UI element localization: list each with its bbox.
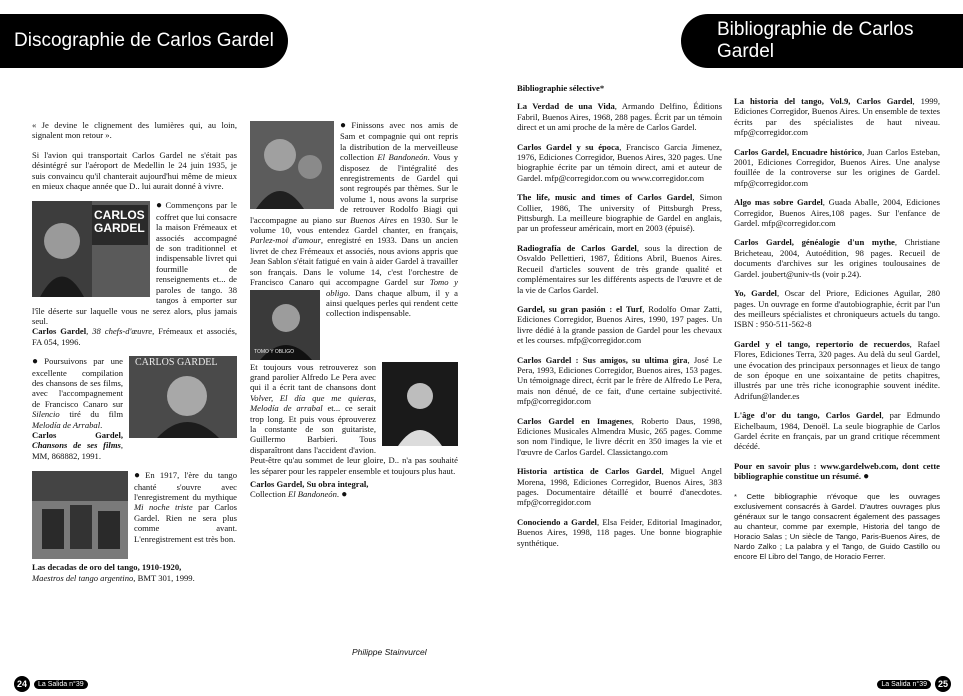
more-info bbox=[734, 461, 940, 483]
cd-cover-films bbox=[129, 356, 237, 438]
integral-credit-end: . bbox=[336, 489, 340, 500]
cover-title-line2: GARDEL bbox=[94, 221, 145, 236]
entry-title: Gardel y el tango, repertorio de recuerdos bbox=[734, 338, 910, 349]
entry-details: , Christiane Bricheteau, 2004, Autoédition, 98 pages. Recueil de documents d'archives sur les origines toulousaines de Gardel. joubert@univ-tls (voir p.24). bbox=[734, 237, 940, 279]
films-entry bbox=[32, 356, 237, 461]
bullet-dot: ● bbox=[340, 120, 350, 131]
bibliography-entry bbox=[517, 142, 722, 184]
bullet-dot: ● bbox=[32, 356, 43, 368]
bibliography-column-2 bbox=[734, 96, 940, 571]
decadas-credit-title: Las decadas de oro del tango, 1910-1920, bbox=[32, 562, 182, 573]
films-credit-rest: , MM, 868882, 1991. bbox=[32, 440, 123, 461]
films-text: Poursuivons par une excellente compilation des chansons de ses films, avec l'accompagnement de Francisco Canaro sur bbox=[32, 356, 123, 409]
entry-title: Algo mas sobre Gardel bbox=[734, 197, 823, 208]
decadas-entry bbox=[32, 470, 237, 583]
entry-title: Radiografía de Carlos Gardel bbox=[517, 242, 637, 253]
lepera-songs: Volver, El día que me quieras, Melodía de arrabal bbox=[250, 392, 376, 414]
bibliography-entry bbox=[517, 192, 722, 234]
more-info-text: Pour en savoir plus : www.gardelweb.com, dont cette bibliographie constitue un résumé. bbox=[734, 460, 940, 482]
bibliography-list-2 bbox=[734, 96, 940, 452]
bandoneon-text-4: , enregistré en 1933. Dans un ancien livret de chez Frémeaux et associés, nous avions appris que Jean Sablon s'était fatigué en vain à aider Gardel à travailler son français. Dans le volume 14, c'est l'orchestre de Francisco Canaro qui accompagne Gardel sur bbox=[250, 235, 458, 288]
bibliography-entry bbox=[734, 410, 940, 452]
integral-credit-collection: El Bandoneón bbox=[287, 489, 337, 500]
entry-title: Gardel, su gran pasión : el Turf bbox=[517, 303, 643, 314]
bibliography-entry bbox=[734, 147, 940, 189]
bandoneon-text-5: . Dans chaque album, il y a ainsi quelques perles qui rendent cette collection indispensable. bbox=[326, 287, 458, 319]
cd-cover-gardel-38 bbox=[32, 201, 150, 297]
films-credit-title: Chansons de ses films bbox=[32, 440, 121, 451]
entry-details: , Guada Aballe, 2004, Ediciones Corregidor, Buenos Aires,108 pages. Sur l'enfance de Gardel. mfp@corregidor.com bbox=[734, 197, 940, 229]
bibliography-entry bbox=[517, 101, 722, 132]
entry-title: Carlos Gardel : Sus amigos, su ultima gira bbox=[517, 354, 688, 365]
entry-details: , Rodolfo Omar Zatti, Ediciones Corregidor, Buenos Aires, 1990, 197 pages. Un livre dédié à la grande passion de Gardel pour les chevaux et les courses. mfp@corregidor.com bbox=[517, 303, 722, 346]
entry-details: , Oscar del Priore, Ediciones Aguilar, 280 pages. Un ouvrage en forme d'autobiographie, écrit par l'un des meilleurs spécialistes et chroniqueurs actuels du tango. ISBN : 950-511-562-8 bbox=[734, 288, 940, 330]
cover-bandoneon-image bbox=[250, 121, 334, 209]
entry-title: Historia artística de Carlos Gardel bbox=[517, 466, 662, 477]
left-page-number-value: 24 bbox=[14, 676, 30, 692]
intro-paragraph: Si l'avion qui transportait Carlos Gardel ne s'était pas désintégré sur l'aéroport de Medellin le 24 juin 1935, je suis convaincu qu'il chanterait aujourd'hui même de mieux en mieux chaque année que D.. lui aurait donné à vivre. bbox=[32, 149, 237, 192]
bibliography-list-1 bbox=[517, 101, 722, 548]
bandoneon-text-3: en 1930. Sur le volume 10, vous entendez Gardel chanter, en français, bbox=[250, 214, 458, 236]
bibliography-entry bbox=[517, 517, 722, 548]
bibliography-entry bbox=[734, 339, 940, 401]
bibliography-footnote: * Cette bibliographie n'évoque que les ouvrages exclusivement consacrés à Gardel. D'autres ouvrages plus généraux sur le tango consacrent également des passages au chanteur, comme par exemple, Historia del tango de Horacio Salas ; Un siècle de Tango, Paris-Buenos Aires, de Nardo Zalko ; La palabra y el Tango, de Guido Castillo ou encore El Libro del Tango, de Horacio Ferrer. bbox=[734, 491, 940, 561]
entry-title: The life, music and times of Carlos Gardel bbox=[517, 192, 693, 203]
entry-title: Conociendo a Gardel bbox=[517, 516, 597, 527]
right-page-number bbox=[877, 676, 951, 692]
fremeaux-entry: CARLOS GARDEL ● Commençons par le coffret que lui consacre la maison Frémeaux et associés accompagné de son traditionnel et indispensable livret qui fourmille de renseignements et... de paroles de tango. 38 tangos à emporter sur l'île déserte sur laquelle vous ne serez alors, plus jamais seul. Carlos Gardel, 38 chefs-d'œuvre, Frémeaux et associés, FA 054, 1996. bbox=[32, 200, 237, 347]
films-mid: tiré du film bbox=[59, 409, 123, 420]
cd-cover-decadas bbox=[32, 471, 128, 559]
right-title-text: Bibliographie de Carlos Gardel bbox=[717, 19, 914, 62]
bibliography-entry bbox=[734, 237, 940, 279]
entry-details: , Rafael Flores, Ediciones Terra, 320 pages. Au delà du seul Gardel, une évocation des principaux personnages et lieux de tango de son époque en une soixantaine de petits chapitres, illustrés par une très riche iconographie souvent inédite. Adrifun@lander.es bbox=[734, 338, 940, 401]
lepera-text-2: et... ce serait trop long. Et puis vous éprouverez la constante de son guitariste, Guillermo Barbieri. Tous disparaîtront dans l'accident d'avion. Peut-être qu'au sommet de leur gloire, D.. n'a pas souhaité les séparer pour les rappeler ensemble et toujours plus haut. bbox=[250, 403, 458, 476]
bibliography-entry bbox=[734, 96, 940, 138]
entry-title: La historia del tango, Vol.9, Carlos Gardel bbox=[734, 96, 913, 106]
bandoneon-song-1: Buenos Aires bbox=[350, 214, 397, 225]
entry-title: Carlos Gardel y su época bbox=[517, 141, 620, 152]
cover-films-text: CARLOS GARDEL bbox=[135, 357, 218, 369]
left-page-title bbox=[0, 14, 288, 68]
films-end: . bbox=[100, 419, 103, 430]
entry-title: Yo, Gardel bbox=[734, 288, 777, 299]
bandoneon-song-2: Parlez-moi d'amour bbox=[250, 235, 321, 246]
entry-details: , Armando Delfino, Éditions Fabril, Buenos Aires, 1968, 288 pages. Écrit par un témoin direct et un ami proche de la mère de Carlos Gardel. bbox=[517, 101, 723, 133]
fremeaux-credit-artist: Carlos Gardel bbox=[32, 326, 87, 337]
intro-quote: « Je devine le clignement des lumières qui, au loin, signalent mon retour ». bbox=[32, 120, 237, 141]
fremeaux-credit-title: 38 chefs-d'œuvre bbox=[92, 326, 153, 337]
films-movie: Melodía de Arrabal bbox=[32, 419, 101, 430]
decadas-text: En 1917, l'ère du tango chanté s'ouvre avec l'enregistrement du mythique bbox=[134, 470, 238, 502]
entry-details: , par Edmundo Eichelbaum, 1984, Denoël. La seule biographie de Carlos Gardel écrite en français, par un grand critique récemment décédé. bbox=[734, 410, 940, 452]
bibliography-entry bbox=[734, 197, 940, 228]
discography-column-2 bbox=[250, 120, 458, 510]
cover-decadas-image bbox=[32, 471, 128, 559]
bibliography-heading: Bibliographie sélective* bbox=[517, 83, 605, 93]
entry-details: , Simon Collier, 1986, The university of Pittsburgh Press, Pittsburgh. La meilleure biographie de Gardel en anglais, par un professeur américain, mort en 2003 (épuisé). bbox=[517, 192, 723, 234]
cover-title-line1: CARLOS bbox=[94, 208, 145, 223]
integral-credit-title: Carlos Gardel, Su obra integral, bbox=[250, 478, 369, 489]
bandoneon-text-1: Finissons avec nos amis de Sam et compagnie qui ont repris la distribution de la merveilleuse collection bbox=[340, 120, 459, 163]
bibliography-entry bbox=[517, 355, 722, 407]
end-dot: ● bbox=[341, 489, 348, 501]
entry-details: , 1999, Ediciones Corregidor, Buenos Aires. Un ensemble de textes écrits par des spécialistes de haut niveau. mfp@corregidor.com bbox=[734, 96, 940, 138]
films-credit-artist: Carlos Gardel, bbox=[32, 429, 123, 440]
entry-details: , Elsa Feider, Editorial Imaginador, Buenos Aires, 1998, 118 pages. Une bonne biographie synthétique. bbox=[517, 516, 722, 548]
left-title-text: Discographie de Carlos Gardel bbox=[14, 30, 274, 51]
decadas-song: Mi noche triste bbox=[134, 502, 193, 513]
entry-details: , Francisco Garcia Jimenez, 1976, Ediciones Corregidor, Buenos Aires, 320 pages. Une biographie écrite par un témoin direct, ami et auteur de Gardel. mfp@corregidor.com ou www.corregidor.com bbox=[517, 141, 723, 183]
cover-tomo-text: TOMO Y OBLIGO bbox=[254, 349, 295, 356]
cd-cover-bandoneon bbox=[250, 121, 334, 209]
left-page-number bbox=[14, 676, 88, 692]
entry-title: La Verdad de una Vida bbox=[517, 101, 615, 112]
entry-details: , Roberto Daus, 1998, Ediciones Musicales Almendra Music, 265 pages. Comme son nom l'indique, le livre décrit en 350 images la vie et l'œuvre de Carlos Gardel. Classictango.com bbox=[517, 415, 722, 457]
fremeaux-credit-rest: , Frémeaux et associés, FA 054, 1996. bbox=[32, 326, 237, 347]
cover-lepera-image bbox=[382, 362, 458, 446]
right-page-title bbox=[681, 14, 963, 68]
cd-cover-lepera bbox=[382, 362, 458, 446]
bullet-dot: ● bbox=[156, 200, 164, 212]
integral-credit-rest: Collection bbox=[250, 489, 286, 500]
bullet-dot: ● bbox=[134, 470, 144, 482]
author-signature: Philippe Stainvurcel bbox=[352, 647, 427, 657]
cd-cover-tomo bbox=[250, 290, 320, 360]
left-page-issue: La Salida n°39 bbox=[34, 680, 88, 689]
films-song: Silencio bbox=[32, 409, 60, 420]
discography-column-1 bbox=[32, 120, 237, 592]
bandoneon-text-2: . Vous y disposez de l'intégralité des enregistrements de Gardel qui sont regroupés par thèmes. Sur le volume 1, nous avons la surprise de retrouver Rodolfo Biagi qui l'accompagne au piano sur bbox=[250, 152, 458, 225]
entry-details: , Miguel Angel Morena, 1998, Ediciones Corregidor, Buenos Aires, 383 pages. Documentaire détaillé et bourré d'anecdotes. mfp@corregidor.com bbox=[517, 466, 722, 508]
bandoneon-collection: El Bandoneón bbox=[377, 152, 428, 163]
bandoneon-song-3: Tomo y obligo bbox=[326, 277, 458, 298]
right-page-number-value: 25 bbox=[935, 676, 951, 692]
entry-title: L'âge d'or du tango, Carlos Gardel bbox=[734, 410, 882, 421]
bibliography-entry bbox=[517, 466, 722, 508]
bibliography-entry bbox=[734, 288, 940, 330]
entry-title: Carlos Gardel en Imagenes bbox=[517, 415, 632, 426]
entry-details: , Juan Carlos Esteban, 2001, Ediciones Corregidor, Buenos Aires. Une analyse fouillée de la controverse sur les origines de Gardel. mfp@corregidor.com bbox=[734, 146, 940, 188]
entry-details: , sous la direction de Osvaldo Pellettieri, 1987, Éditions Abril, Buenos Aires. Recueil d'articles souvent de très grande qualité et complémentaires sur les différents aspects de l'œuvre et de la vie de Carlos Gardel. bbox=[517, 242, 722, 295]
right-page-issue: La Salida n°39 bbox=[877, 680, 931, 689]
fremeaux-text: Commençons par le coffret que lui consacre la maison Frémeaux et associés accompagné de son traditionnel et indispensable livret qui fourmille de renseignements et... de paroles de tango. 38 tangos à emporter sur l'île déserte sur laquelle vous ne serez alors, plus jamais seul. bbox=[32, 200, 237, 326]
decadas-rest: par Carlos Gardel. Rien ne sera plus comme avant. L'enregistrement est très bon. bbox=[134, 502, 237, 544]
end-dot: ● bbox=[863, 471, 870, 483]
entry-title: Carlos Gardel, généalogie d'un mythe bbox=[734, 237, 895, 248]
decadas-credit-rest: , BMT 301, 1999. bbox=[133, 572, 195, 583]
bibliography-entry bbox=[517, 243, 722, 295]
bibliography-entry bbox=[517, 416, 722, 458]
lepera-text-1: Et toujours vous retrouverez son grand parolier Alfredo Le Pera avec qui il a écrit tant de chansons dont bbox=[250, 361, 376, 393]
decadas-credit-series: Maestros del tango argentino bbox=[32, 572, 134, 583]
entry-details: , José Le Pera, 1993, Ediciones Corregidor, Buenos aires, 153 pages. Un témoignage direct, écrit par le frère de Alfredo Le Pera, mais non dénué, de ce fait, d'une certaine subjectivité. mfp@corregidor.com bbox=[517, 354, 722, 407]
entry-title: Carlos Gardel, Encuadre histórico bbox=[734, 146, 863, 157]
bibliography-column-1 bbox=[517, 83, 722, 557]
bibliography-entry bbox=[517, 304, 722, 346]
